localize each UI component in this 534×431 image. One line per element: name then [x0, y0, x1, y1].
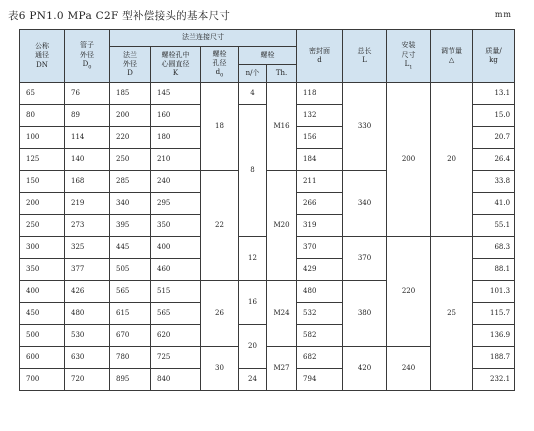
cell-bolt-circle: 840 [151, 369, 201, 391]
cell-dn: 100 [20, 127, 65, 149]
cell-seal-diameter: 118 [297, 83, 343, 105]
cell-install-size: 240 [387, 347, 431, 391]
cell-flange-od: 445 [110, 237, 151, 259]
cell-dn: 600 [20, 347, 65, 369]
cell-pipe-od: 168 [65, 171, 110, 193]
cell-seal-diameter: 480 [297, 281, 343, 303]
cell-bolt-circle: 350 [151, 215, 201, 237]
cell-dn: 500 [20, 325, 65, 347]
cell-flange-od: 250 [110, 149, 151, 171]
cell-pipe-od: 480 [65, 303, 110, 325]
cell-bolt-circle: 460 [151, 259, 201, 281]
cell-flange-od: 565 [110, 281, 151, 303]
cell-pipe-od: 720 [65, 369, 110, 391]
header-bolt-circle: 螺栓孔中 心圆直径 K [151, 47, 201, 83]
cell-bolt-count: 8 [239, 105, 267, 237]
cell-seal-diameter: 319 [297, 215, 343, 237]
header-dn: 公称 通径 DN [20, 30, 65, 83]
header-mass: 质量/ kg [473, 30, 515, 83]
cell-mass: 55.1 [473, 215, 515, 237]
cell-total-length: 370 [343, 237, 387, 281]
cell-mass: 136.9 [473, 325, 515, 347]
cell-flange-od: 340 [110, 193, 151, 215]
cell-bolt-circle: 240 [151, 171, 201, 193]
header-bolt-thread: Th. [267, 65, 297, 83]
cell-bolt-circle: 565 [151, 303, 201, 325]
unit-label: mm [494, 10, 512, 19]
header-bolt-count: n/个 [239, 65, 267, 83]
cell-bolt-hole: 18 [201, 83, 239, 171]
cell-seal-diameter: 794 [297, 369, 343, 391]
cell-pipe-od: 219 [65, 193, 110, 215]
cell-seal-diameter: 682 [297, 347, 343, 369]
cell-pipe-od: 273 [65, 215, 110, 237]
cell-bolt-hole: 30 [201, 347, 239, 391]
cell-seal-diameter: 266 [297, 193, 343, 215]
cell-seal-diameter: 156 [297, 127, 343, 149]
cell-pipe-od: 89 [65, 105, 110, 127]
cell-mass: 232.1 [473, 369, 515, 391]
cell-dn: 200 [20, 193, 65, 215]
cell-flange-od: 780 [110, 347, 151, 369]
cell-adjust: 20 [431, 83, 473, 237]
cell-mass: 188.7 [473, 347, 515, 369]
header-install-size: 安装 尺寸 $L_1$ [387, 30, 431, 83]
cell-mass: 88.1 [473, 259, 515, 281]
cell-pipe-od: 530 [65, 325, 110, 347]
cell-seal-diameter: 429 [297, 259, 343, 281]
cell-bolt-thread: M16 [267, 83, 297, 171]
cell-bolt-circle: 620 [151, 325, 201, 347]
cell-bolt-count: 24 [239, 369, 267, 391]
cell-mass: 41.0 [473, 193, 515, 215]
cell-bolt-count: 4 [239, 83, 267, 105]
header-flange-od: 法兰 外径 D [110, 47, 151, 83]
cell-mass: 115.7 [473, 303, 515, 325]
cell-total-length: 420 [343, 347, 387, 391]
cell-flange-od: 615 [110, 303, 151, 325]
cell-bolt-count: 16 [239, 281, 267, 325]
cell-total-length: 380 [343, 281, 387, 347]
cell-seal-diameter: 184 [297, 149, 343, 171]
cell-dn: 150 [20, 171, 65, 193]
cell-bolt-thread: M27 [267, 347, 297, 391]
cell-total-length: 330 [343, 83, 387, 171]
cell-bolt-thread: M24 [267, 281, 297, 347]
cell-seal-diameter: 532 [297, 303, 343, 325]
cell-total-length: 340 [343, 171, 387, 237]
table-title: 表6 PN1.0 MPa C2F 型补偿接头的基本尺寸 [8, 10, 231, 22]
cell-pipe-od: 114 [65, 127, 110, 149]
cell-flange-od: 505 [110, 259, 151, 281]
header-adjust: 调节量 △ [431, 30, 473, 83]
cell-bolt-count: 12 [239, 237, 267, 281]
cell-bolt-hole: 22 [201, 171, 239, 281]
cell-dn: 300 [20, 237, 65, 259]
cell-mass: 33.8 [473, 171, 515, 193]
header-bolt-group: 螺栓 [239, 47, 297, 65]
cell-pipe-od: 630 [65, 347, 110, 369]
cell-dn: 400 [20, 281, 65, 303]
cell-pipe-od: 140 [65, 149, 110, 171]
cell-seal-diameter: 211 [297, 171, 343, 193]
cell-dn: 450 [20, 303, 65, 325]
cell-mass: 101.3 [473, 281, 515, 303]
header-flange-group: 法兰连接尺寸 [110, 30, 297, 47]
cell-pipe-od: 325 [65, 237, 110, 259]
cell-bolt-circle: 145 [151, 83, 201, 105]
cell-pipe-od: 76 [65, 83, 110, 105]
cell-install-size: 200 [387, 83, 431, 237]
cell-mass: 15.0 [473, 105, 515, 127]
cell-seal-diameter: 370 [297, 237, 343, 259]
table-row [20, 83, 515, 105]
cell-dn: 700 [20, 369, 65, 391]
cell-mass: 26.4 [473, 149, 515, 171]
header-total-length: 总长 L [343, 30, 387, 83]
cell-dn: 80 [20, 105, 65, 127]
cell-adjust: 25 [431, 237, 473, 391]
cell-install-size: 220 [387, 237, 431, 347]
cell-dn: 250 [20, 215, 65, 237]
cell-bolt-count: 20 [239, 325, 267, 369]
header-seal-diameter: 密封面 d [297, 30, 343, 83]
cell-bolt-circle: 515 [151, 281, 201, 303]
cell-bolt-circle: 180 [151, 127, 201, 149]
dimension-table [19, 29, 515, 391]
cell-seal-diameter: 582 [297, 325, 343, 347]
cell-flange-od: 200 [110, 105, 151, 127]
cell-bolt-circle: 295 [151, 193, 201, 215]
cell-bolt-circle: 210 [151, 149, 201, 171]
cell-bolt-circle: 400 [151, 237, 201, 259]
cell-seal-diameter: 132 [297, 105, 343, 127]
cell-dn: 125 [20, 149, 65, 171]
cell-bolt-hole: 26 [201, 281, 239, 347]
cell-mass: 20.7 [473, 127, 515, 149]
cell-pipe-od: 426 [65, 281, 110, 303]
cell-mass: 68.3 [473, 237, 515, 259]
cell-flange-od: 185 [110, 83, 151, 105]
cell-bolt-circle: 160 [151, 105, 201, 127]
cell-flange-od: 285 [110, 171, 151, 193]
cell-bolt-circle: 725 [151, 347, 201, 369]
cell-flange-od: 670 [110, 325, 151, 347]
cell-flange-od: 395 [110, 215, 151, 237]
cell-mass: 13.1 [473, 83, 515, 105]
cell-bolt-thread: M20 [267, 171, 297, 281]
cell-flange-od: 895 [110, 369, 151, 391]
cell-pipe-od: 377 [65, 259, 110, 281]
header-pipe-od: 管子 外径 $D_0$ [65, 30, 110, 83]
header-bolt-hole: 螺栓 孔径 $d_0$ [201, 47, 239, 83]
cell-dn: 350 [20, 259, 65, 281]
cell-dn: 65 [20, 83, 65, 105]
cell-flange-od: 220 [110, 127, 151, 149]
